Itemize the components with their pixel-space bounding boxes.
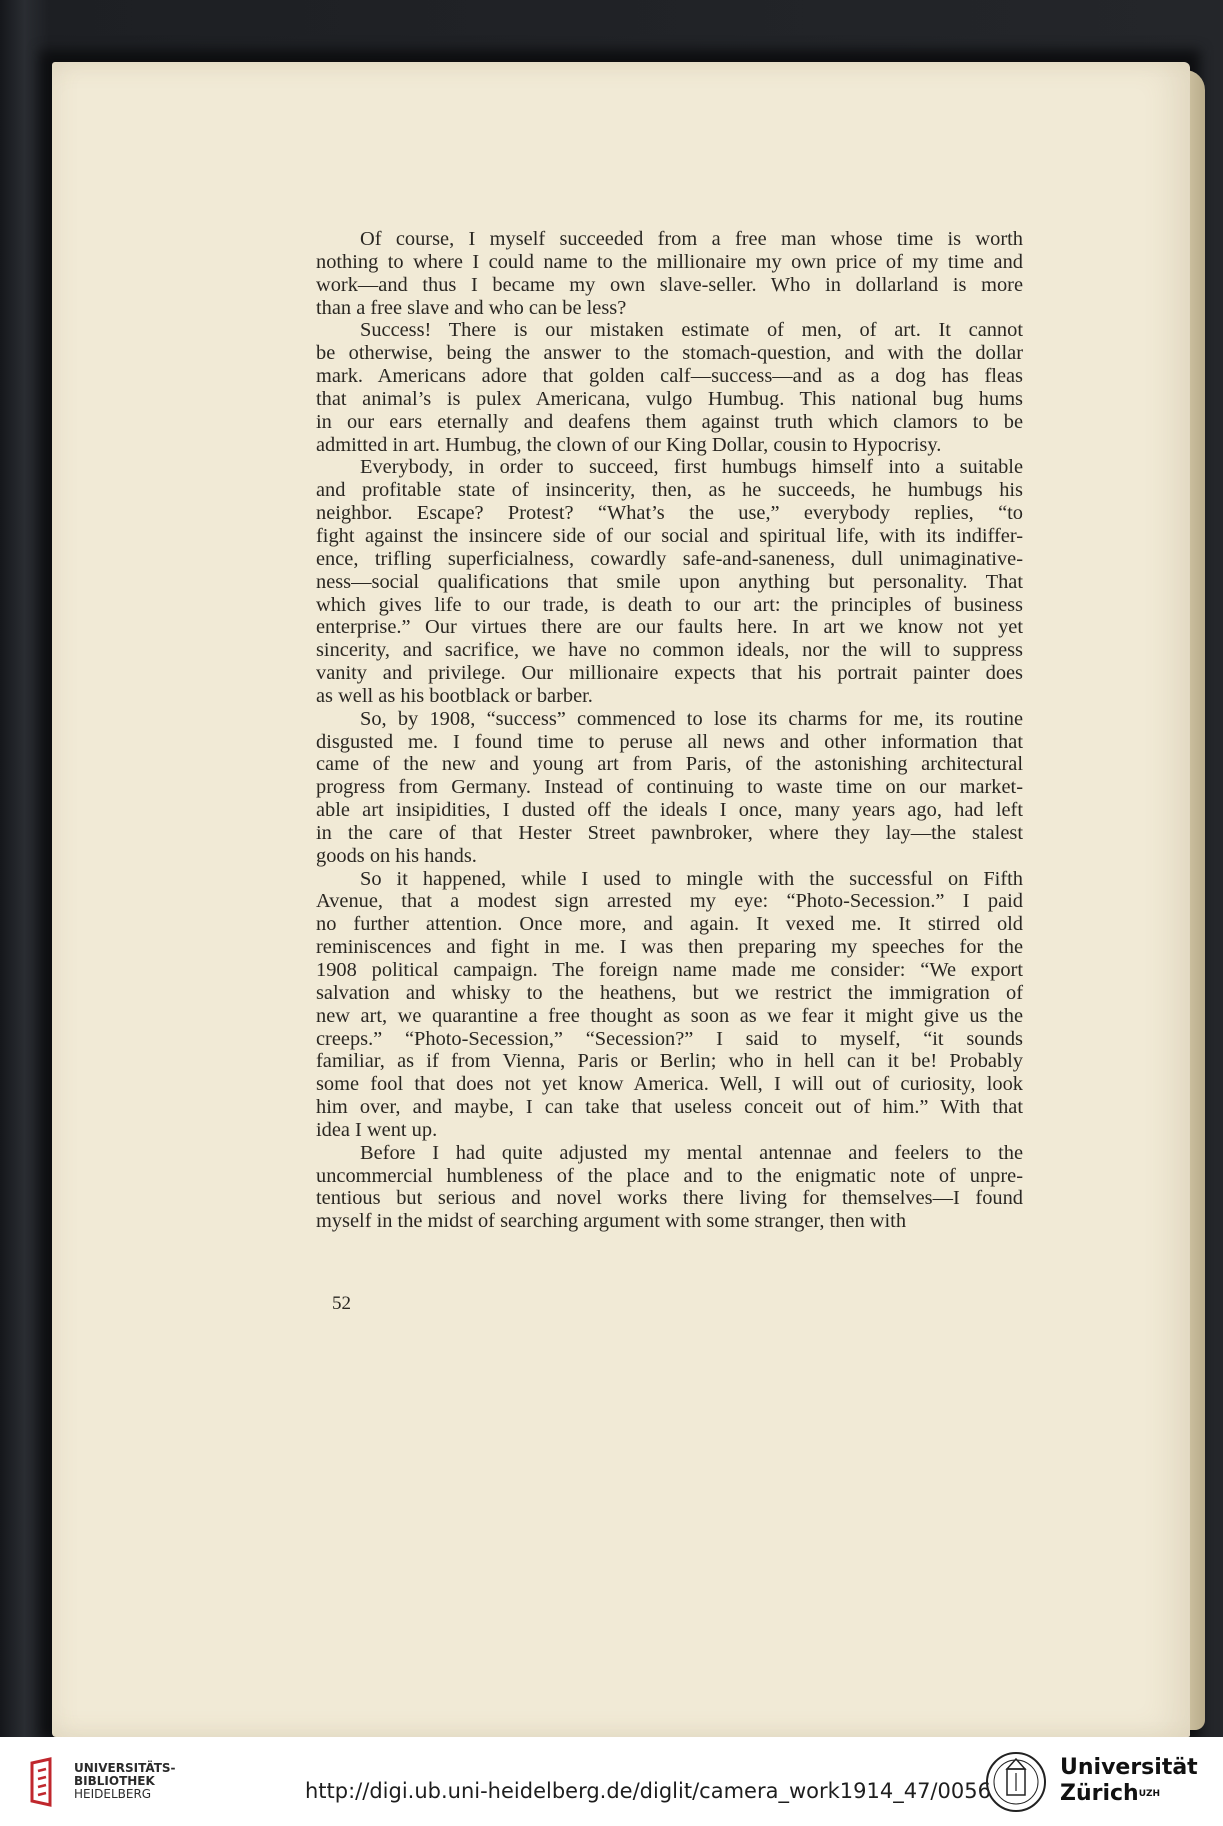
text-line: be otherwise, being the answer to the stomach-question, and with the dollar <box>316 342 1023 365</box>
library-line: UNIVERSITÄTS- <box>74 1761 176 1775</box>
uzh-city: Zürich <box>1060 1781 1139 1806</box>
text-line: ness—social qualifications that smile upon anything but personality. That <box>316 570 1023 593</box>
text-line: myself in the midst of searching argument with some stranger, then with <box>316 1210 907 1233</box>
uzh-wordmark <box>1060 1755 1198 1807</box>
text-line: than a free slave and who can be less? <box>316 296 627 319</box>
library-line: HEIDELBERG <box>74 1787 152 1801</box>
text-line: work—and thus I became my own slave-seller. Who in dollarland is more <box>316 273 1023 296</box>
text-line: Everybody, in order to succeed, first humbugs himself into a suitable <box>360 456 1023 479</box>
text-line: in the care of that Hester Street pawnbroker, where they lay—the stalest <box>316 821 1023 844</box>
heidelberg-library-logo-icon <box>28 1757 70 1809</box>
text-line: ence, trifling superficialness, cowardly safe-and-saneness, dull unimaginative- <box>316 547 1023 570</box>
text-line: reminiscences and fight in me. I was then preparing my speeches for the <box>316 936 1023 959</box>
text-line: So, by 1908, “success” commenced to lose its charms for me, its routine <box>360 707 1023 730</box>
text-line: idea I went up. <box>316 1118 438 1141</box>
text-line: him over, and maybe, I can take that useless conceit out of him.” With that <box>316 1096 1023 1119</box>
text-line: tentious but serious and novel works there living for themselves—I found <box>316 1187 1023 1210</box>
viewer-footer <box>0 1737 1223 1826</box>
uzh-line-2 <box>1060 1781 1198 1807</box>
text-line: and profitable state of insincerity, then, as he succeeds, he humbugs his <box>316 479 1023 502</box>
text-line: which gives life to our trade, is death to our art: the principles of business <box>316 593 1023 616</box>
text-line: 1908 political campaign. The foreign name made me consider: “We export <box>316 959 1023 981</box>
text-line: in our ears eternally and deafens them against truth which clamors to be <box>316 410 1023 433</box>
page-number: 52 <box>332 1293 351 1314</box>
text-line: fight against the insincere side of our social and spiritual life, with its indiffer- <box>316 524 1023 547</box>
text-line: nothing to where I could name to the millionaire my own price of my time and <box>316 250 1023 273</box>
text-line: Avenue, that a modest sign arrested my eye: “Photo-Secession.” I paid <box>316 890 1023 913</box>
text-line: no further attention. Once more, and again. It vexed me. It stirred old <box>316 913 1023 936</box>
text-line: goods on his hands. <box>316 844 477 867</box>
text-line: sincerity, and sacrifice, we have no common ideals, nor the will to suppress <box>316 639 1023 662</box>
text-line: vanity and privilege. Our millionaire expects that his portrait painter does <box>316 662 1023 685</box>
text-line: able art insipidities, I dusted off the ideals I once, many years ago, had left <box>316 799 1023 822</box>
text-line: Before I had quite adjusted my mental antennae and feelers to the <box>360 1141 1023 1164</box>
library-name <box>74 1762 176 1801</box>
text-line: new art, we quarantine a free thought as soon as we fear it might give us the <box>316 1004 1023 1027</box>
text-line: enterprise.” Our virtues there are our faults here. In art we know not yet <box>316 616 1023 639</box>
text-line: admitted in art. Humbug, the clown of our King Dollar, cousin to Hypocrisy. <box>316 433 942 456</box>
body-text <box>316 228 1023 1233</box>
text-line: Of course, I myself succeeded from a free man whose time is worth <box>360 228 1023 250</box>
text-line: disgusted me. I found time to peruse all news and other information that <box>316 730 1023 753</box>
library-line: BIBLIOTHEK <box>74 1774 155 1788</box>
text-line: creeps.” “Photo-Secession,” “Secession?” I said to myself, “it sounds <box>316 1027 1023 1050</box>
text-line: as well as his bootblack or barber. <box>316 684 593 707</box>
text-line: mark. Americans adore that golden calf—success—and as a dog has fleas <box>316 365 1023 388</box>
text-line: progress from Germany. Instead of continuing to waste time on our market- <box>316 776 1023 799</box>
uzh-superscript: UZH <box>1138 1789 1161 1799</box>
text-line: came of the new and young art from Paris, of the astonishing architectural <box>316 753 1023 776</box>
permalink-url[interactable]: http://digi.ub.uni-heidelberg.de/diglit/camera_work1914_47/0056 <box>305 1779 991 1803</box>
text-line: So it happened, while I used to mingle with the successful on Fifth <box>360 867 1023 890</box>
text-line: some fool that does not yet know America. Well, I will out of curiosity, look <box>316 1073 1023 1096</box>
text-line: that animal’s is pulex Americana, vulgo Humbug. This national bug hums <box>316 387 1023 410</box>
text-line: Success! There is our mistaken estimate of men, of art. It cannot <box>360 319 1023 342</box>
university-seal-icon <box>985 1751 1047 1813</box>
text-line: familiar, as if from Vienna, Paris or Berlin; who in hell can it be! Probably <box>316 1050 1023 1073</box>
uzh-line-1: Universität <box>1060 1755 1198 1780</box>
text-line: uncommercial humbleness of the place and to the enigmatic note of unpre- <box>316 1164 1023 1187</box>
text-line: salvation and whisky to the heathens, but we restrict the immigration of <box>316 981 1023 1004</box>
text-line: neighbor. Escape? Protest? “What’s the use,” everybody replies, “to <box>316 502 1023 525</box>
